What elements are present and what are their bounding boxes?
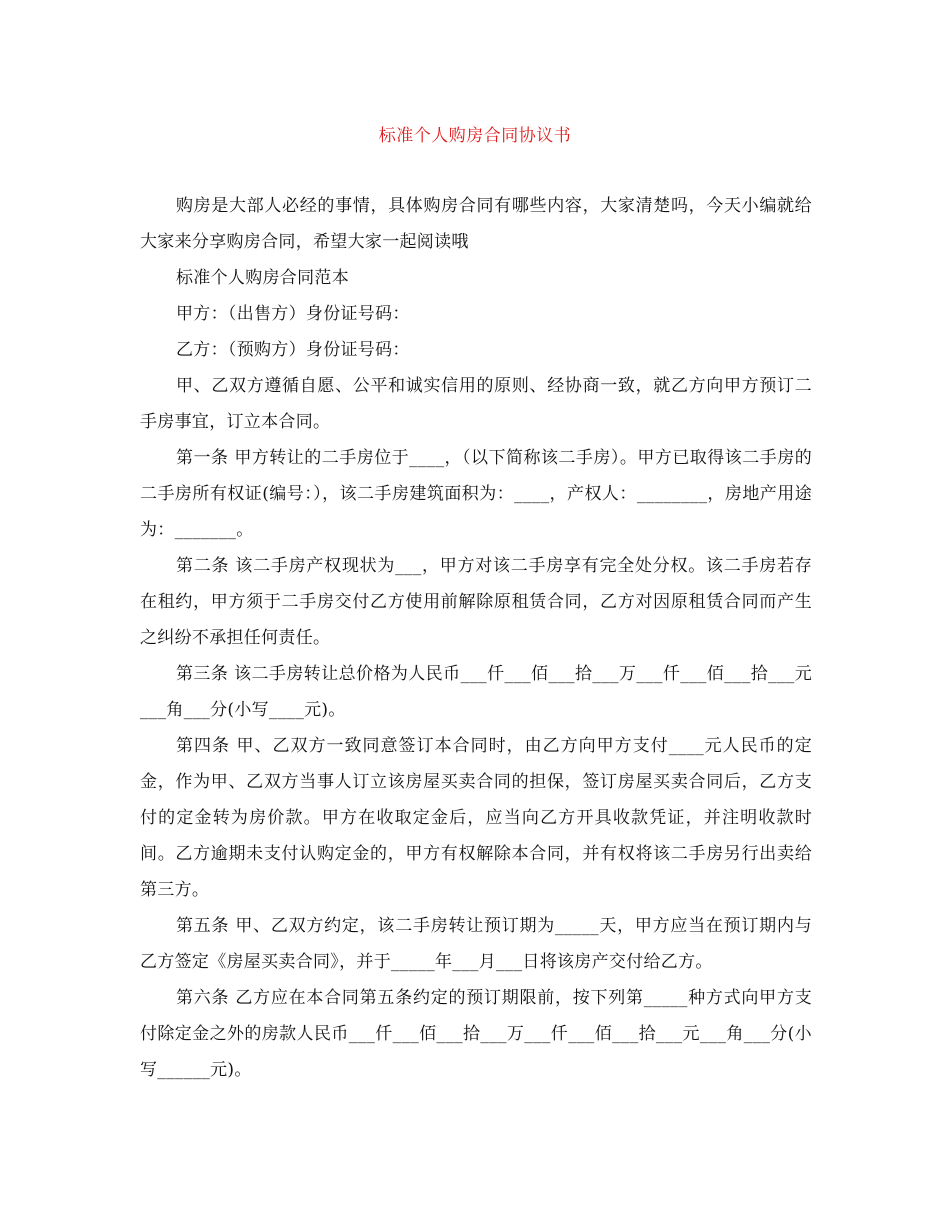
article-2: 第二条 该二手房产权现状为___，甲方对该二手房享有完全处分权。该二手房若存在租约，甲方须于二手房交付乙方使用前解除原租赁合同，乙方对因原租赁合同而产生之纠纷不承担任何责任。 xyxy=(140,556,812,648)
document-title: 标准个人购房合同协议书 xyxy=(378,126,572,146)
party-a-line: 甲方：（出售方）身份证号码： xyxy=(176,304,410,324)
article-4: 第四条 甲、乙双方一致同意签订本合同时，由乙方向甲方支付____元人民币的定金，作为甲、乙双方当事人订立该房屋买卖合同的担保，签订房屋买卖合同后，乙方支付的定金转为房价款。甲方在收取定金后，应当向乙方开具收款凭证，并注明收款时间。乙方逾期未支付认购定金的，甲方有权解除本合同，并有权将该二手房另行出卖给第三方。 xyxy=(140,736,812,900)
article-5: 第五条 甲、乙双方约定，该二手房转让预订期为_____天，甲方应当在预订期内与乙方签定《房屋买卖合同》，并于_____年___月___日将该房产交付给乙方。 xyxy=(140,916,812,972)
article-6: 第六条 乙方应在本合同第五条约定的预订期限前，按下列第_____种方式向甲方支付除定金之外的房款人民币___仟___佰___拾___万___仟___佰___拾___元___角___分(小写______元)。 xyxy=(140,988,812,1080)
party-b-line: 乙方：（预购方）身份证号码： xyxy=(176,340,410,360)
document-body xyxy=(140,188,812,1088)
intro-paragraph: 购房是大部人必经的事情，具体购房合同有哪些内容，大家清楚吗，今天小编就给大家来分享购房合同，希望大家一起阅读哦 xyxy=(140,196,812,252)
preamble-paragraph: 甲、乙双方遵循自愿、公平和诚实信用的原则、经协商一致，就乙方向甲方预订二手房事宜，订立本合同。 xyxy=(140,376,812,432)
article-3: 第三条 该二手房转让总价格为人民币___仟___佰___拾___万___仟___佰___拾___元___角___分(小写____元)。 xyxy=(140,664,812,720)
article-1: 第一条 甲方转让的二手房位于____，（以下简称该二手房）。甲方已取得该二手房的二手房所有权证(编号：），该二手房建筑面积为：____，产权人：________，房地产用途为：_______。 xyxy=(140,448,812,540)
template-heading: 标准个人购房合同范本 xyxy=(176,268,349,288)
